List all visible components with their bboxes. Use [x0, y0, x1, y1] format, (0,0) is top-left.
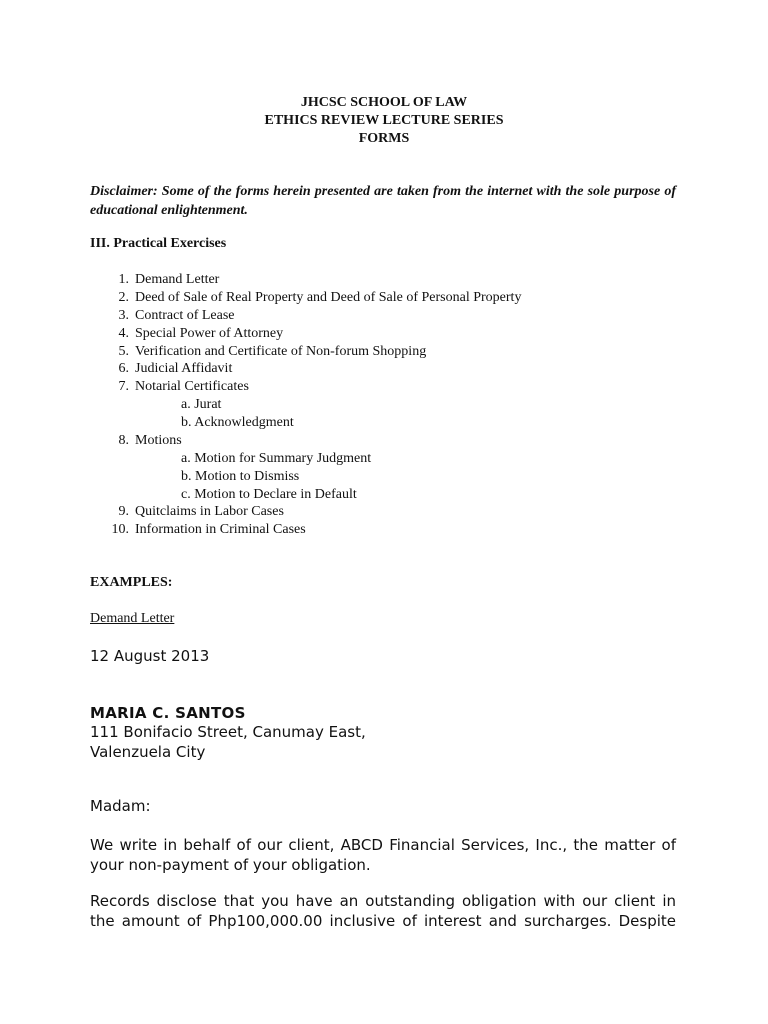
section-title: III. Practical Exercises	[90, 236, 227, 251]
list-label: c. Motion to Declare in Default	[181, 487, 357, 502]
list-number: 1.	[118, 272, 129, 287]
list-item	[111, 521, 306, 539]
salutation: Madam:	[90, 797, 151, 815]
list-item	[118, 432, 182, 450]
list-item	[118, 503, 284, 521]
list-number: 2.	[118, 290, 129, 305]
list-label: a. Jurat	[181, 397, 222, 412]
list-item	[118, 289, 522, 307]
recipient-address-line2: Valenzuela City	[90, 743, 206, 761]
list-number: 9.	[118, 504, 129, 519]
list-item	[118, 307, 235, 325]
list-item	[118, 360, 233, 378]
lecture-series-title: ETHICS REVIEW LECTURE SERIES	[264, 113, 504, 128]
list-subitem	[181, 450, 371, 468]
disclaimer: Disclaimer: Some of the forms herein presented are taken from the internet with the sole purpose of educational enlightenment.	[90, 184, 676, 218]
list-item	[118, 343, 427, 361]
letter-date: 12 August 2013	[90, 647, 210, 665]
list-label: a. Motion for Summary Judgment	[181, 451, 372, 466]
forms-title: FORMS	[358, 131, 410, 146]
list-label: Judicial Affidavit	[135, 361, 233, 376]
list-label: Verification and Certificate of Non-forum Shopping	[135, 344, 427, 359]
list-number: 4.	[118, 326, 129, 341]
list-subitem	[181, 396, 221, 414]
list-label: b. Motion to Dismiss	[181, 469, 300, 484]
list-label: Demand Letter	[135, 272, 220, 287]
recipient-name: MARIA C. SANTOS	[90, 704, 246, 722]
list-label: Motions	[135, 433, 182, 448]
list-item	[118, 325, 284, 343]
list-item	[118, 271, 220, 289]
list-label: Information in Criminal Cases	[135, 522, 306, 537]
recipient-address-line1: 111 Bonifacio Street, Canumay East,	[90, 723, 366, 741]
list-subitem	[181, 486, 357, 504]
list-subitem	[181, 414, 294, 432]
list-label: Special Power of Attorney	[135, 326, 284, 341]
examples-heading: EXAMPLES:	[90, 575, 173, 590]
list-number: 7.	[118, 379, 129, 394]
demand-letter-heading: Demand Letter	[90, 611, 175, 626]
document-header	[0, 94, 768, 148]
list-label: Quitclaims in Labor Cases	[135, 504, 284, 519]
list-number: 8.	[118, 433, 129, 448]
list-label: b. Acknowledgment	[181, 415, 294, 430]
letter-paragraph-1: We write in behalf of our client, ABCD Financial Services, Inc., the matter of your non-payment of your obligation.	[90, 836, 676, 874]
list-label: Contract of Lease	[135, 308, 235, 323]
list-item	[118, 378, 249, 396]
list-label: Notarial Certificates	[135, 379, 249, 394]
list-subitem	[181, 468, 299, 486]
list-number: 6.	[118, 361, 129, 376]
list-number: 10.	[111, 522, 129, 537]
list-label: Deed of Sale of Real Property and Deed of Sale of Personal Property	[135, 290, 522, 305]
letter-paragraph-2: Records disclose that you have an outstanding obligation with our client in the amount of Php100,000.00 inclusive of interest and surcharges. Despite	[90, 892, 676, 930]
list-number: 5.	[118, 344, 129, 359]
list-number: 3.	[118, 308, 129, 323]
school-name: JHCSC SCHOOL OF LAW	[300, 95, 468, 110]
